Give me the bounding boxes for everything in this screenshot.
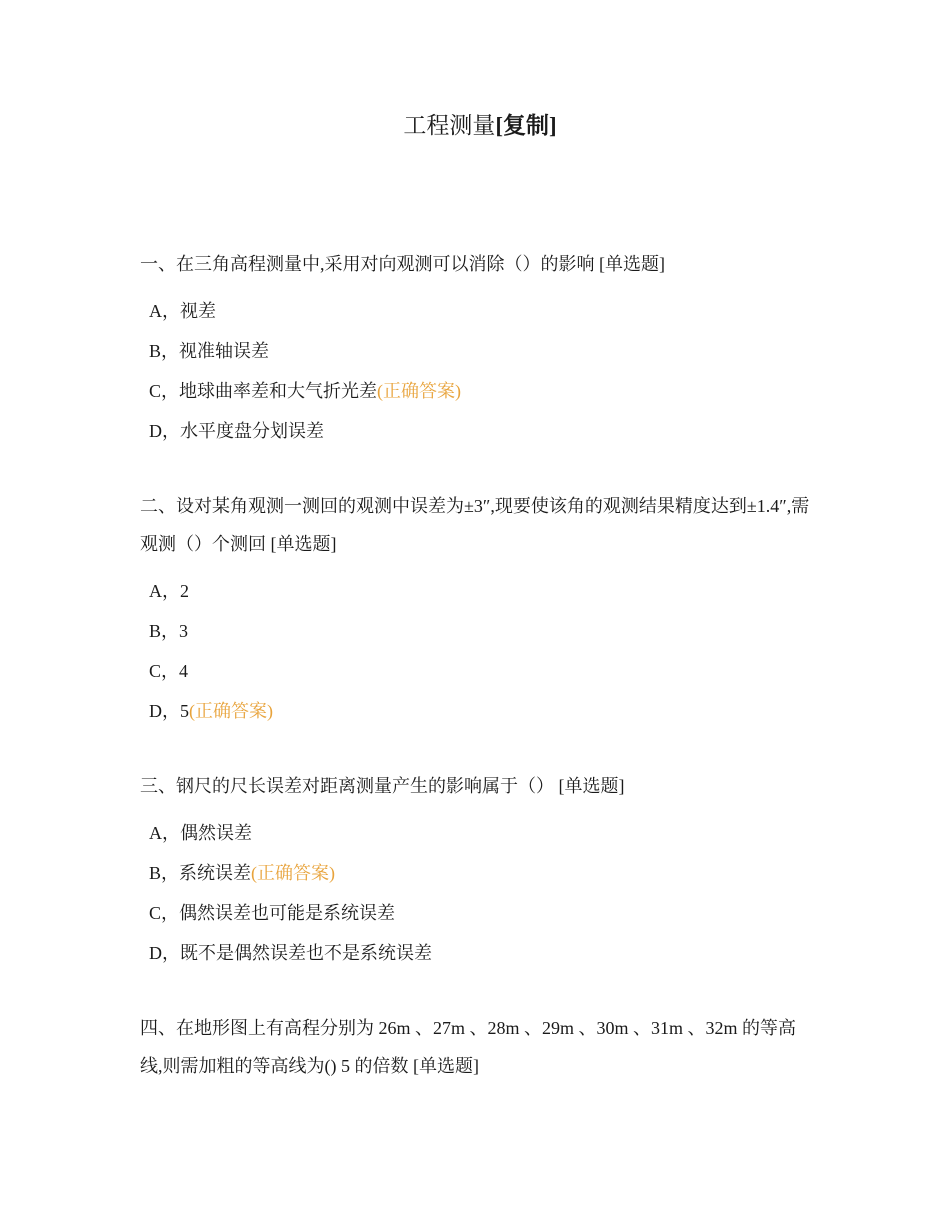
option-label: A，视差 xyxy=(149,301,216,321)
option-list xyxy=(140,813,810,973)
option-label: B，系统误差 xyxy=(149,863,252,883)
option-list xyxy=(140,291,810,451)
option-label: D，既不是偶然误差也不是系统误差 xyxy=(149,943,432,963)
option-label: C，偶然误差也可能是系统误差 xyxy=(149,903,396,923)
question-1 xyxy=(140,245,810,451)
option-b xyxy=(140,331,810,371)
option-a xyxy=(140,291,810,331)
correct-answer-marker: (正确答案) xyxy=(377,381,462,401)
question-3 xyxy=(140,767,810,973)
option-b xyxy=(140,611,810,651)
option-a xyxy=(140,813,810,853)
option-label: B，视准轴误差 xyxy=(149,341,270,361)
question-text: 三、钢尺的尺长误差对距离测量产生的影响属于（） [单选题] xyxy=(140,776,625,796)
option-list xyxy=(140,571,810,731)
correct-answer-marker: (正确答案) xyxy=(189,701,273,721)
page-title xyxy=(0,111,950,141)
question-4 xyxy=(140,1009,810,1085)
option-d xyxy=(140,933,810,973)
option-label: D，5 xyxy=(149,701,189,721)
title-suffix: [复制] xyxy=(495,113,557,138)
title-main: 工程测量 xyxy=(403,113,496,138)
option-label: A，偶然误差 xyxy=(149,823,252,843)
option-b xyxy=(140,853,810,893)
option-label: C，地球曲率差和大气折光差 xyxy=(149,381,378,401)
option-c xyxy=(140,651,810,691)
option-label: D，水平度盘分划误差 xyxy=(149,421,324,441)
question-text: 二、设对某角观测一测回的观测中误差为±3″,现要使该角的观测结果精度达到±1.4″,需观测（）个测回 [单选题] xyxy=(140,496,810,554)
option-label: C，4 xyxy=(149,661,189,681)
option-c xyxy=(140,893,810,933)
option-label: A，2 xyxy=(149,581,189,601)
option-d xyxy=(140,691,810,731)
question-2 xyxy=(140,487,810,731)
option-c xyxy=(140,371,810,411)
correct-answer-marker: (正确答案) xyxy=(251,863,336,883)
option-d xyxy=(140,411,810,451)
question-text: 四、在地形图上有高程分别为 26m 、27m 、28m 、29m 、30m 、31m 、32m 的等高线,则需加粗的等高线为() 5 的倍数 [单选题] xyxy=(140,1018,797,1076)
option-a xyxy=(140,571,810,611)
question-text: 一、在三角高程测量中,采用对向观测可以消除（）的影响 [单选题] xyxy=(140,254,665,274)
option-label: B，3 xyxy=(149,621,189,641)
